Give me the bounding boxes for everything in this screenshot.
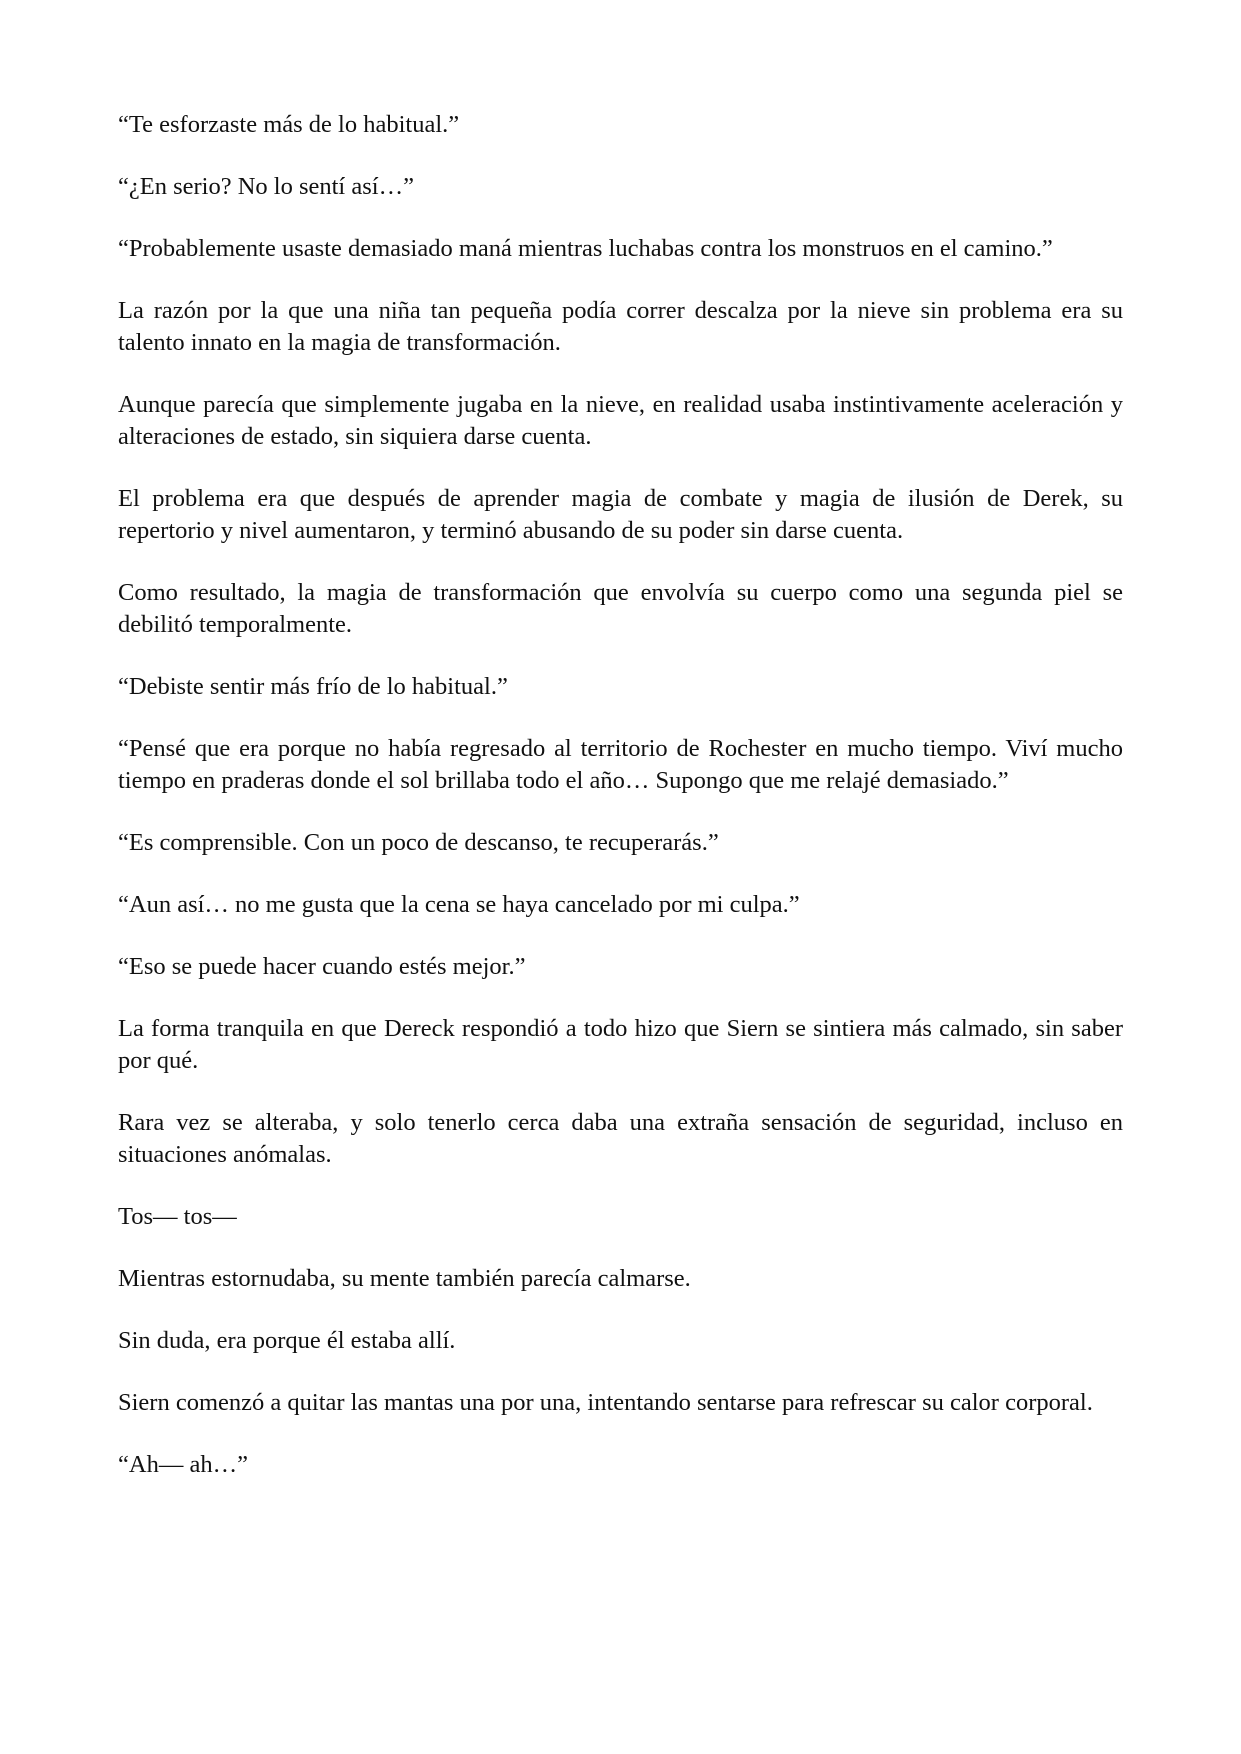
paragraph-3: “Probablemente usaste demasiado maná mientras luchabas contra los monstruos en el camino.” xyxy=(118,235,1053,262)
paragraph-9: “Pensé que era porque no había regresado al territorio de Rochester en mucho tiempo. Viví mucho tiempo en praderas donde el sol brillaba todo el año… Supongo que me relajé demasiado.” xyxy=(118,735,1123,794)
paragraph-17: Sin duda, era porque él estaba allí. xyxy=(118,1327,456,1354)
paragraph-12: “Eso se puede hacer cuando estés mejor.” xyxy=(118,953,526,980)
paragraph-15: Tos— tos— xyxy=(118,1203,237,1230)
paragraph-7: Como resultado, la magia de transformación que envolvía su cuerpo como una segunda piel se debilitó temporalmente. xyxy=(118,579,1123,638)
paragraph-1: “Te esforzaste más de lo habitual.” xyxy=(118,111,460,138)
paragraph-4: La razón por la que una niña tan pequeña podía correr descalza por la nieve sin problema era su talento innato en la magia de transformación. xyxy=(118,297,1123,356)
paragraph-6: El problema era que después de aprender magia de combate y magia de ilusión de Derek, su repertorio y nivel aumentaron, y terminó abusando de su poder sin darse cuenta. xyxy=(118,485,1123,544)
paragraph-19: “Ah— ah…” xyxy=(118,1451,248,1478)
paragraph-2: “¿En serio? No lo sentí así…” xyxy=(118,173,414,200)
paragraph-5: Aunque parecía que simplemente jugaba en la nieve, en realidad usaba instintivamente aceleración y alteraciones de estado, sin siquiera darse cuenta. xyxy=(118,391,1123,450)
paragraph-11: “Aun así… no me gusta que la cena se haya cancelado por mi culpa.” xyxy=(118,891,800,918)
paragraph-16: Mientras estornudaba, su mente también parecía calmarse. xyxy=(118,1265,691,1292)
paragraph-14: Rara vez se alteraba, y solo tenerlo cerca daba una extraña sensación de seguridad, incluso en situaciones anómalas. xyxy=(118,1109,1123,1168)
paragraph-10: “Es comprensible. Con un poco de descanso, te recuperarás.” xyxy=(118,829,719,856)
paragraph-18: Siern comenzó a quitar las mantas una por una, intentando sentarse para refrescar su calor corporal. xyxy=(118,1389,1093,1416)
paragraph-8: “Debiste sentir más frío de lo habitual.” xyxy=(118,673,508,700)
paragraph-13: La forma tranquila en que Dereck respondió a todo hizo que Siern se sintiera más calmado, sin saber por qué. xyxy=(118,1015,1123,1074)
